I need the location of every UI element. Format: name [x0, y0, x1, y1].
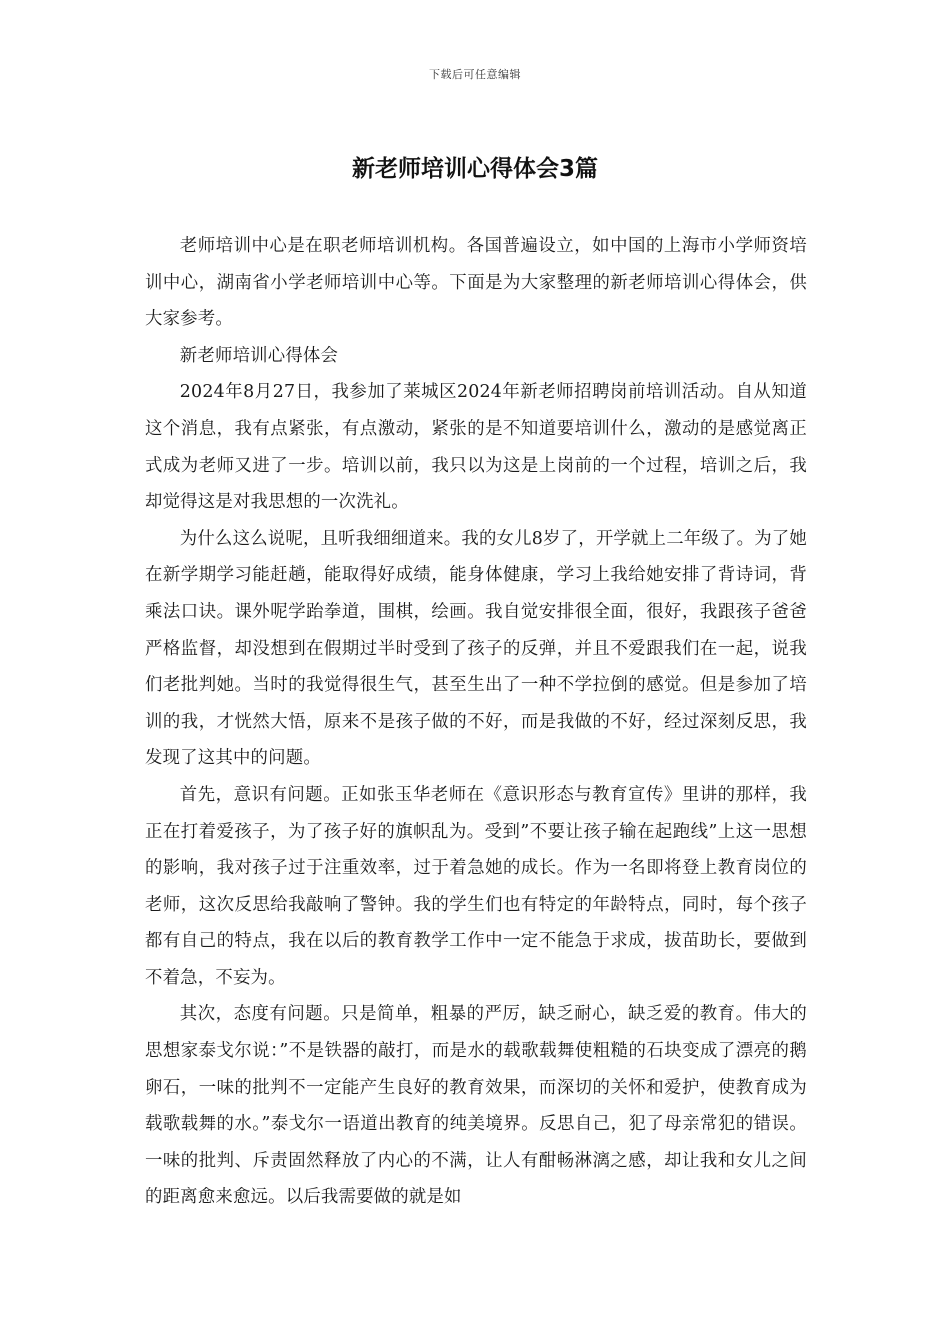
body-paragraph: 为什么这么说呢，且听我细细道来。我的女儿8岁了，开学就上二年级了。为了她在新学期学习能赶趟，能取得好成绩，能身体健康，学习上我给她安排了背诗词，背乘法口诀。课外呢学跆拳道，围棋，绘画。我自觉安排很全面，很好，我跟孩子爸爸严格监督，却没想到在假期过半时受到了孩子的反弹，并且不爱跟我们在一起，说我们老批判她。当时的我觉得很生气，甚至生出了一种不学拉倒的感觉。但是参加了培训的我，才恍然大悟，原来不是孩子做的不好，而是我做的不好，经过深刻反思，我发现了这其中的问题。	[145, 528, 807, 769]
body-paragraph: 首先，意识有问题。正如张玉华老师在《意识形态与教育宣传》里讲的那样，我正在打着爱孩子，为了孩子好的旗帜乱为。受到”不要让孩子输在起跑线”上这一思想的影响，我对孩子过于注重效率，过于着急她的成长。作为一名即将登上教育岗位的老师，这次反思给我敲响了警钟。我的学生们也有特定的年龄特点，同时，每个孩子都有自己的特点，我在以后的教育教学工作中一定不能急于求成，拔苗助长，要做到不着急，不妄为。	[145, 784, 807, 988]
intro-paragraph: 老师培训中心是在职老师培训机构。各国普遍设立，如中国的上海市小学师资培训中心，湖南省小学老师培训中心等。下面是为大家整理的新老师培训心得体会，供大家参考。	[145, 236, 807, 330]
section-heading: 新老师培训心得体会	[179, 345, 339, 366]
document-body	[145, 228, 807, 1216]
header-note: 下载后可任意编辑	[429, 68, 521, 81]
body-paragraph: 其次，态度有问题。只是简单，粗暴的严厉，缺乏耐心，缺乏爱的教育。伟大的思想家泰戈尔说：”不是铁器的敲打，而是水的载歌载舞使粗糙的石块变成了漂亮的鹅卵石，一味的批判不一定能产生良好的教育效果，而深切的关怀和爱护，使教育成为载歌载舞的水。”泰戈尔一语道出教育的纯美境界。反思自己，犯了母亲常犯的错误。一味的批判、斥责固然释放了内心的不满，让人有酣畅淋漓之感，却让我和女儿之间的距离愈来愈远。以后我需要做的就是如	[145, 1004, 807, 1208]
body-paragraph: 2024年8月27日，我参加了莱城区2024年新老师招聘岗前培训活动。自从知道这个消息，我有点紧张，有点激动，紧张的是不知道要培训什么，激动的是感觉离正式成为老师又进了一步。培训以前，我只以为这是上岗前的一个过程，培训之后，我却觉得这是对我思想的一次洗礼。	[145, 382, 807, 513]
document-title: 新老师培训心得体会3篇	[351, 156, 598, 182]
